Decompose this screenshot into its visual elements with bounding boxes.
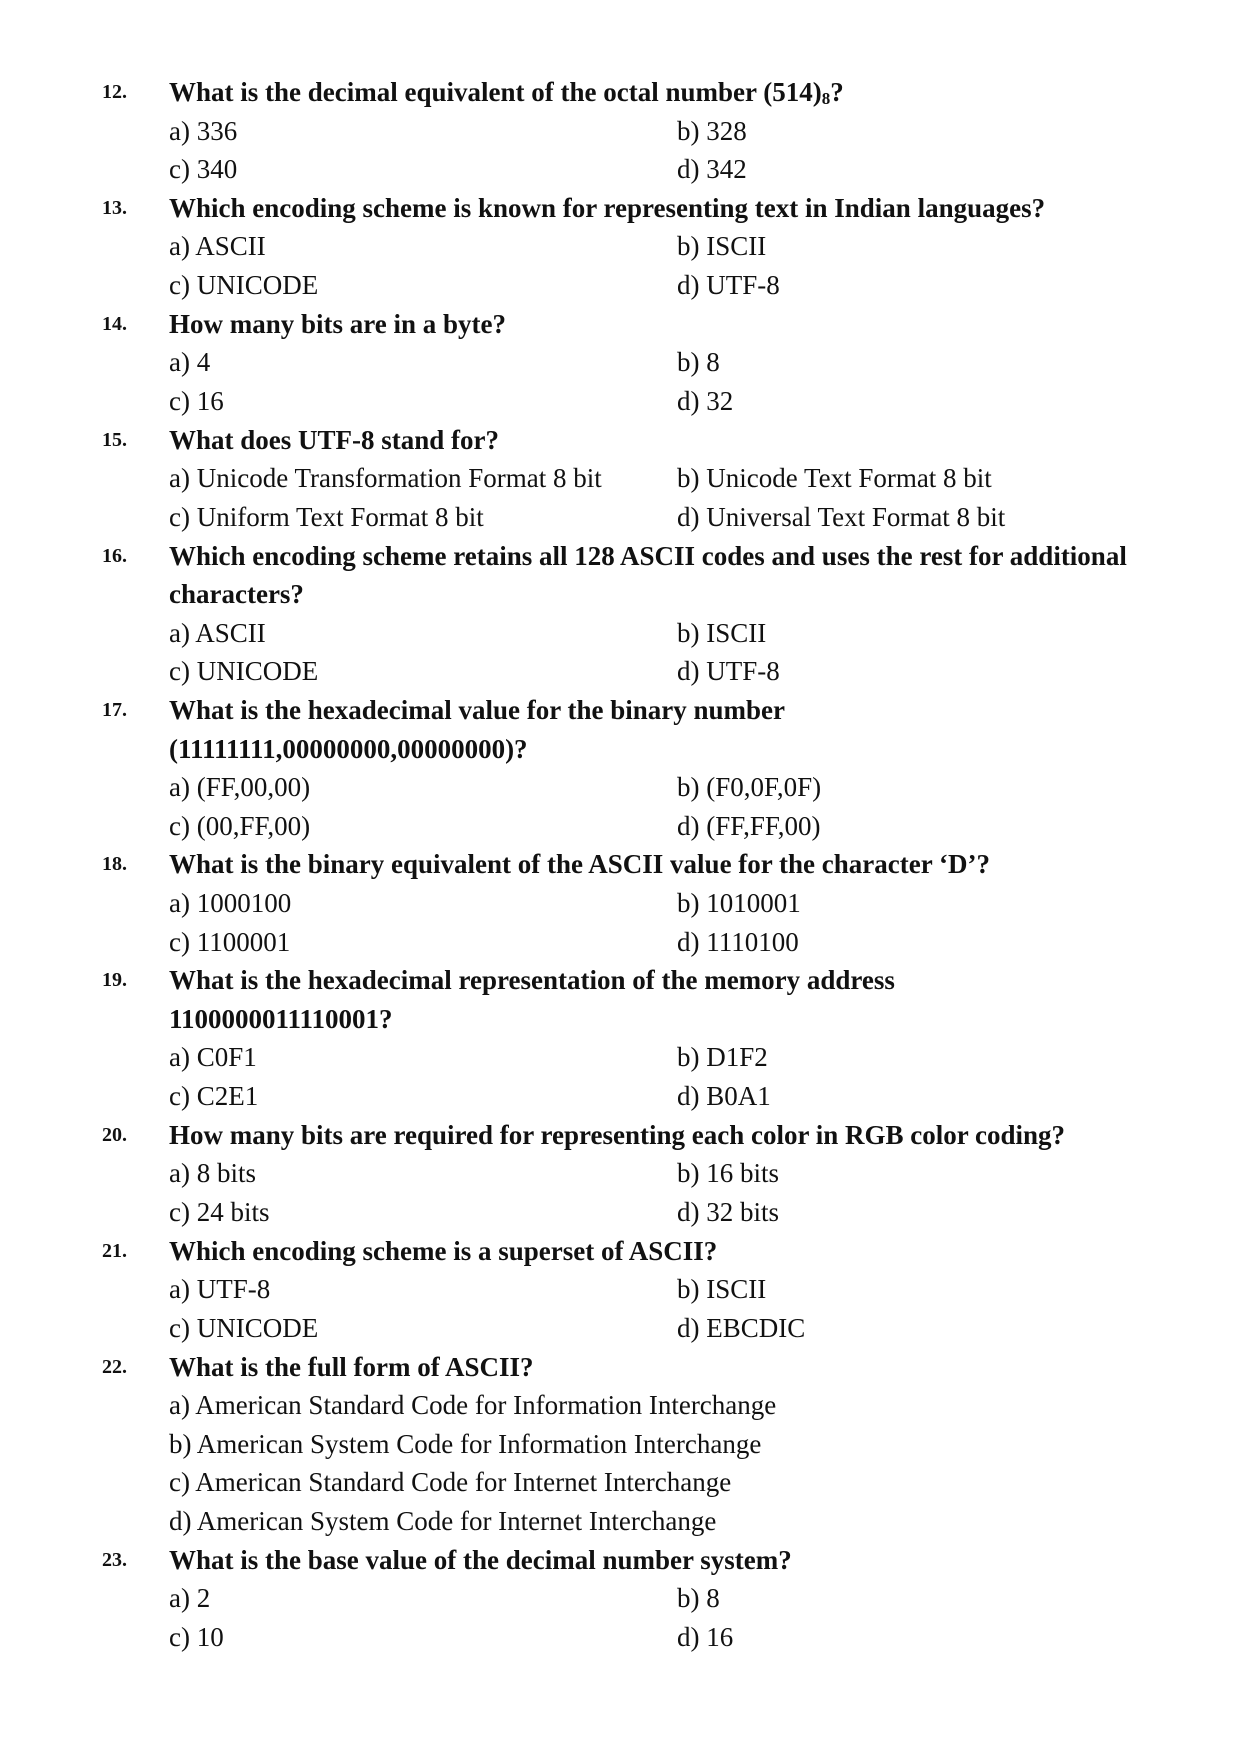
option-c: c) UNICODE xyxy=(169,270,319,301)
question-20-options xyxy=(0,1154,1241,1231)
question-text: What does UTF-8 stand for? xyxy=(169,424,500,455)
option-d: d) B0A1 xyxy=(677,1081,771,1112)
option-b: b) 328 xyxy=(677,115,747,146)
question-20-head xyxy=(0,1116,1241,1155)
option-a: a) UTF-8 xyxy=(169,1274,271,1305)
option-c: c) 24 bits xyxy=(169,1196,270,1227)
question-20 xyxy=(0,1116,1241,1232)
question-23-head xyxy=(0,1541,1241,1580)
question-text: Which encoding scheme is known for representing text in Indian languages? xyxy=(169,192,1046,223)
option-b: b) ISCII xyxy=(677,1274,767,1305)
question-13-head xyxy=(0,189,1241,228)
question-number: 19. xyxy=(102,969,127,992)
question-16 xyxy=(0,537,1241,691)
question-18-options xyxy=(0,884,1241,961)
option-b: b) (F0,0F,0F) xyxy=(677,772,822,803)
option-d: d) 1110100 xyxy=(677,926,799,957)
question-number: 17. xyxy=(102,699,127,722)
option-c: c) 10 xyxy=(169,1622,224,1653)
option-a: a) ASCII xyxy=(169,617,266,648)
question-21 xyxy=(0,1232,1241,1348)
question-text: What is the base value of the decimal number system? xyxy=(169,1544,792,1575)
option-a: a) Unicode Transformation Format 8 bit xyxy=(169,463,602,494)
question-21-head xyxy=(0,1232,1241,1271)
question-12-options xyxy=(0,112,1241,189)
question-text xyxy=(169,77,844,107)
question-text-main: What is the decimal equivalent of the octal number (514) xyxy=(169,77,822,107)
option-b: b) ISCII xyxy=(677,231,767,262)
option-c: c) UNICODE xyxy=(169,1312,319,1343)
question-text: How many bits are in a byte? xyxy=(169,308,507,339)
question-22 xyxy=(0,1348,1241,1541)
option-a: a) C0F1 xyxy=(169,1042,257,1073)
option-b: b) Unicode Text Format 8 bit xyxy=(677,463,992,494)
question-number: 15. xyxy=(102,428,127,451)
option-d: d) 16 xyxy=(677,1622,734,1653)
option-d: d) Universal Text Format 8 bit xyxy=(677,501,1006,532)
question-12-head xyxy=(0,73,1241,112)
question-19 xyxy=(0,961,1241,1115)
option-b: b) 8 xyxy=(677,1583,720,1614)
top-margin xyxy=(0,0,1241,73)
question-14-head xyxy=(0,305,1241,344)
option-c: c) Uniform Text Format 8 bit xyxy=(169,501,484,532)
option-b: b) D1F2 xyxy=(677,1042,768,1073)
option-a: a) ASCII xyxy=(169,231,266,262)
option-c: c) 1100001 xyxy=(169,926,291,957)
question-number: 14. xyxy=(102,312,127,335)
question-text: How many bits are required for representing each color in RGB color coding? xyxy=(169,1119,1065,1150)
option-a: a) 1000100 xyxy=(169,887,292,918)
question-16-options xyxy=(0,614,1241,691)
option-c: c) UNICODE xyxy=(169,656,319,687)
option-a: a) 336 xyxy=(169,115,238,146)
option-c: c) 340 xyxy=(169,154,238,185)
question-13 xyxy=(0,189,1241,305)
option-c: c) C2E1 xyxy=(169,1081,259,1112)
option-d: d) EBCDIC xyxy=(677,1312,806,1343)
question-22-options xyxy=(0,1386,1241,1541)
option-b: b) 16 bits xyxy=(677,1158,780,1189)
option-d: d) UTF-8 xyxy=(677,656,780,687)
question-18-head xyxy=(0,845,1241,884)
question-number: 23. xyxy=(102,1548,127,1571)
option-a: a) (FF,00,00) xyxy=(169,772,311,803)
question-text: What is the binary equivalent of the ASCII value for the character ‘D’? xyxy=(169,849,990,880)
option-d: d) (FF,FF,00) xyxy=(677,810,821,841)
question-14 xyxy=(0,305,1241,421)
option-b: b) American System Code for Information Interchange xyxy=(169,1428,762,1459)
question-23-options xyxy=(0,1579,1241,1656)
question-19-options xyxy=(0,1038,1241,1115)
question-17-options xyxy=(0,768,1241,845)
option-c: c) American Standard Code for Internet Interchange xyxy=(169,1467,732,1498)
question-text-subscript: 8 xyxy=(821,89,831,108)
question-text: What is the hexadecimal value for the binary number (11111111,00000000,00000000)? xyxy=(169,695,785,764)
question-text: Which encoding scheme retains all 128 ASCII codes and uses the rest for additional characters? xyxy=(169,540,1127,610)
question-text: What is the hexadecimal representation of the memory address 1100000011110001? xyxy=(169,965,895,1034)
question-22-head xyxy=(0,1348,1241,1387)
question-text: Which encoding scheme is a superset of ASCII? xyxy=(169,1235,718,1266)
question-number: 21. xyxy=(102,1239,127,1262)
question-16-head xyxy=(0,537,1241,614)
question-12 xyxy=(0,73,1241,189)
question-number: 16. xyxy=(102,544,127,567)
question-15-head xyxy=(0,421,1241,460)
question-number: 12. xyxy=(102,81,127,103)
question-14-options xyxy=(0,343,1241,420)
question-17-head xyxy=(0,691,1241,768)
option-d: d) 32 xyxy=(677,386,734,417)
option-a: a) 4 xyxy=(169,347,211,378)
question-number: 20. xyxy=(102,1123,127,1146)
question-13-options xyxy=(0,227,1241,304)
option-a: a) 8 bits xyxy=(169,1158,256,1189)
option-a: a) American Standard Code for Information Interchange xyxy=(169,1390,777,1421)
question-number: 18. xyxy=(102,853,127,876)
question-number: 13. xyxy=(102,196,127,219)
question-text: What is the full form of ASCII? xyxy=(169,1351,534,1382)
option-b: b) 8 xyxy=(677,347,720,378)
option-b: b) ISCII xyxy=(677,617,767,648)
question-18 xyxy=(0,845,1241,961)
option-b: b) 1010001 xyxy=(677,887,801,918)
question-15 xyxy=(0,421,1241,537)
option-d: d) American System Code for Internet Interchange xyxy=(169,1506,717,1537)
option-c: c) 16 xyxy=(169,386,224,417)
question-number: 22. xyxy=(102,1355,127,1378)
question-text-suffix: ? xyxy=(830,77,844,107)
question-23 xyxy=(0,1541,1241,1657)
question-17 xyxy=(0,691,1241,845)
option-c: c) (00,FF,00) xyxy=(169,810,311,841)
question-21-options xyxy=(0,1270,1241,1347)
option-a: a) 2 xyxy=(169,1583,211,1614)
option-d: d) 342 xyxy=(677,154,747,185)
question-15-options xyxy=(0,459,1241,536)
option-d: d) 32 bits xyxy=(677,1196,780,1227)
option-d: d) UTF-8 xyxy=(677,270,780,301)
question-19-head xyxy=(0,961,1241,1038)
